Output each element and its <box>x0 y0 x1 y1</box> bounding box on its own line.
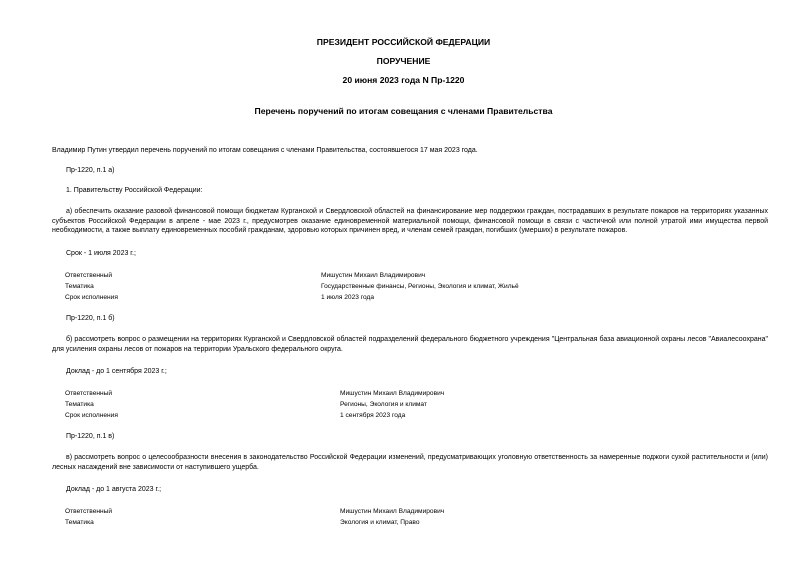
meta-value: Регионы, Экология и климат <box>340 401 427 408</box>
meta-label: Срок исполнения <box>65 412 118 419</box>
meta-label: Ответственный <box>65 390 113 397</box>
meta-value: Экология и климат, Право <box>340 519 420 526</box>
meta-label: Ответственный <box>65 508 113 515</box>
meta-value: 1 сентября 2023 года <box>340 412 406 419</box>
meta-value: Мишустин Михаил Владимирович <box>340 508 445 515</box>
deadline-a: Срок - 1 июля 2023 г.; <box>66 250 136 257</box>
deadline-c: Доклад - до 1 августа 2023 г.; <box>66 486 162 493</box>
order-text-a: а) обеспечить оказание разовой финансовой помощи бюджетам Курганской и Свердловской областей на финансирование мер поддержки граждан, пострадавших в результате пожаров на территориях указанных субъектов Российской Федерации в апреле - мае 2023 г., предусмотрев оказание единовременной материальной помощи, финансовой помощи в связи с частичной или полной утратой ими имущества первой необходимости, а также выплату единовременных пособий гражданам, здоровью которых причинен вред, и членам семей граждан, погибших (умерших) в результате пожаров. <box>52 208 768 235</box>
meta-label: Ответственный <box>65 272 113 279</box>
doc-date-number: 20 июня 2023 года N Пр-1220 <box>342 75 465 85</box>
meta-label: Срок исполнения <box>65 294 118 301</box>
order-text-b: б) рассмотреть вопрос о размещении на территориях Курганской и Свердловской областей подразделений федерального бюджетного учреждения "Центральная база авиационной охраны лесов "Авиалесоохрана" для усиления охраны лесов от пожаров на территории Уральского федерального округа. <box>52 336 768 353</box>
meta-value: Мишустин Михаил Владимирович <box>340 390 445 397</box>
order-text-c: в) рассмотреть вопрос о целесообразности внесения в законодательство Российской Федерации изменений, предусматривающих уголовную ответственность за намеренные поджоги сухой растительности и (или) лесных насаждений вне зависимости от наступившего ущерба. <box>52 454 768 471</box>
meta-label: Тематика <box>65 401 94 408</box>
meta-value: Мишустин Михаил Владимирович <box>321 272 426 279</box>
meta-label: Тематика <box>65 283 94 290</box>
doc-type-heading: ПОРУЧЕНИЕ <box>376 56 431 66</box>
doc-title: Перечень поручений по итогам совещания с членами Правительства <box>254 106 553 116</box>
meta-label: Тематика <box>65 519 94 526</box>
order-ref-a: Пр-1220, п.1 а) <box>66 167 115 174</box>
intro-text: Владимир Путин утвердил перечень поручений по итогам совещания с членами Правительства, состоявшегося 17 мая 2023 года. <box>52 147 478 154</box>
meta-value: Государственные финансы, Регионы, Экология и климат, Жильё <box>321 283 519 290</box>
president-heading: ПРЕЗИДЕНТ РОССИЙСКОЙ ФЕДЕРАЦИИ <box>316 37 491 47</box>
order-ref-b: Пр-1220, п.1 б) <box>66 315 115 322</box>
section-heading: 1. Правительству Российской Федерации: <box>66 187 203 194</box>
order-ref-c: Пр-1220, п.1 в) <box>66 433 115 440</box>
deadline-b: Доклад - до 1 сентября 2023 г.; <box>66 368 167 375</box>
meta-value: 1 июля 2023 года <box>321 294 375 301</box>
